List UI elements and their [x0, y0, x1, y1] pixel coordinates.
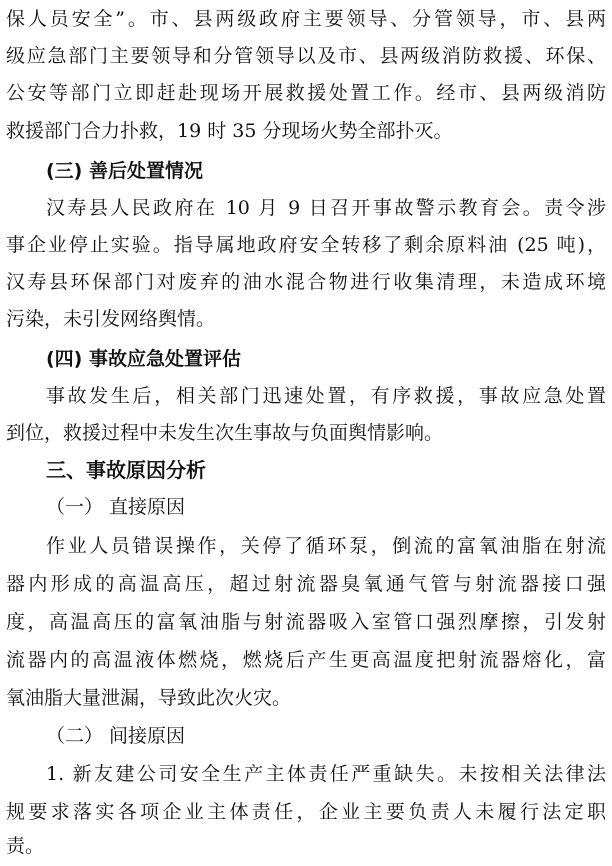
body-text-line: 汉寿县人民政府在 10 月 9 日召开事故警示教育会。责令涉 [46, 197, 606, 219]
body-text-line: 1. 新友建公司安全生产主体责任严重缺失。未按相关法律法 [46, 763, 606, 785]
body-text-line: 规要求落实各项企业主体责任，企业主要负责人未履行法定职 [6, 801, 606, 823]
body-text-line: 污染，未引发网络舆情。 [6, 308, 216, 330]
body-text-line: 救援部门合力扑救，19 时 35 分现场火势全部扑灭。 [6, 120, 453, 142]
body-text-line: 器内形成的高温高压，超过射流器臭氧通气管与射流器接口强 [6, 573, 606, 595]
body-text-line: 氧油脂大量泄漏，导致此次火灾。 [6, 687, 292, 709]
body-text-line: 事企业停止实验。指导属地政府安全转移了剩余原料油 (25 吨)， [6, 234, 606, 256]
body-text-line: 度，高温高压的富氧油脂与射流器吸入室管口强烈摩擦，引发射 [6, 611, 606, 633]
section-heading: 三、事故原因分析 [46, 458, 206, 482]
body-text-line: 责。 [6, 835, 45, 857]
body-text-line: 汉寿县环保部门对废弃的油水混合物进行收集清理，未造成环境 [6, 271, 606, 293]
body-text-line: 作业人员错误操作，关停了循环泵，倒流的富氧油脂在射流 [46, 535, 606, 557]
body-text-line: 公安等部门立即赶赴现场开展救援处置工作。经市、县两级消防 [6, 82, 606, 104]
body-text-line: 到位，救援过程中未发生次生事故与负面舆情影响。 [6, 422, 444, 444]
body-text-line: 事故发生后，相关部门迅速处置，有序救援，事故应急处置 [46, 385, 606, 407]
body-text-line: 保人员安全”。市、县两级政府主要领导、分管领导，市、县两 [6, 8, 606, 30]
body-text-line: 级应急部门主要领导和分管领导以及市、县两级消防救援、环保、 [6, 45, 606, 67]
subsection-heading: （一） 直接原因 [46, 496, 186, 518]
subsection-heading: (四) 事故应急处置评估 [46, 348, 241, 370]
subsection-heading: （二） 间接原因 [46, 725, 186, 747]
subsection-heading: (三) 善后处置情况 [46, 160, 203, 182]
body-text-line: 流器内的高温液体燃烧，燃烧后产生更高温度把射流器熔化，富 [6, 649, 606, 671]
